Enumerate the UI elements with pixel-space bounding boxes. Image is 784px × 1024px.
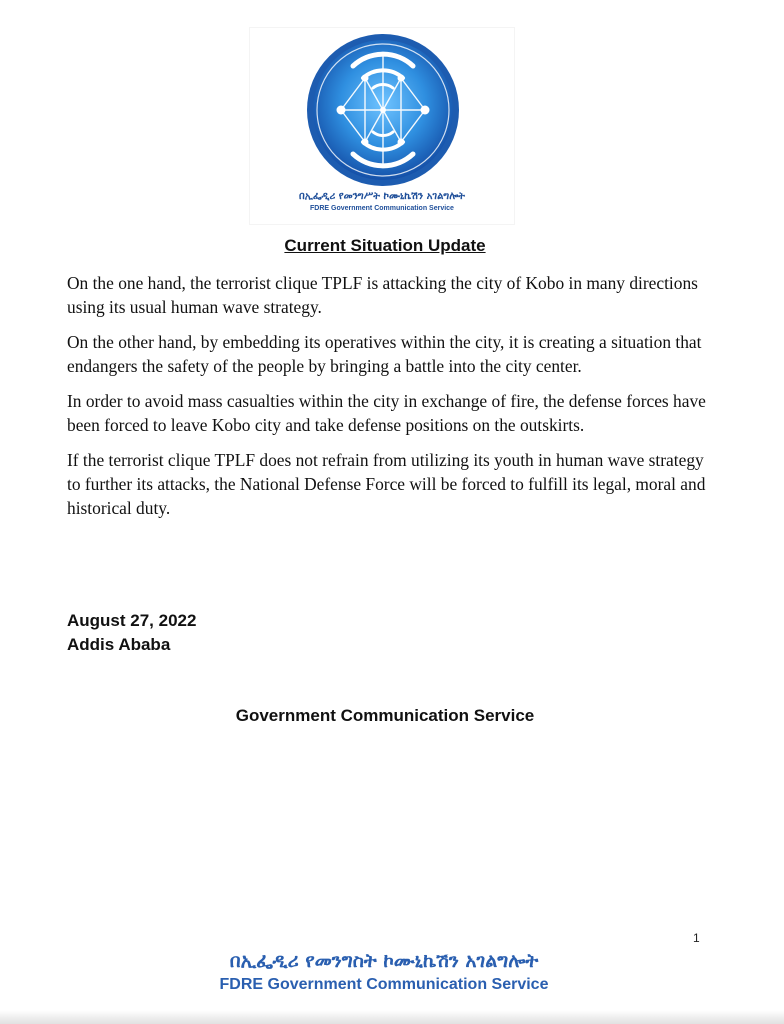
page-edge-shadow <box>0 1010 784 1024</box>
document-body <box>67 271 717 531</box>
document-date: August 27, 2022 <box>67 611 197 630</box>
footer-amharic-text: በኢፌዲሪ የመንግስት ኮሙኒኬሽን አገልግሎት <box>229 950 539 972</box>
footer-english-text: FDRE Government Communication Service <box>219 976 549 993</box>
date-place-block <box>67 609 196 657</box>
document-title: Current Situation Update <box>284 236 486 255</box>
document-place: Addis Ababa <box>67 635 171 654</box>
body-paragraph: If the terrorist clique TPLF does not refrain from utilizing its youth in human wave strategy to further its attacks, the National Defense Force will be forced to fulfill its legal, moral and historical duty. <box>67 450 706 518</box>
page-number: 1 <box>693 931 700 945</box>
gcs-emblem-icon <box>305 32 461 188</box>
logo-english-text: FDRE Government Communication Service <box>310 205 454 212</box>
logo-amharic-text: በኢፌዲሪ የመንግሥት ኮሙኒኬሽን አገልግሎት <box>298 191 466 202</box>
body-paragraph: On the one hand, the terrorist clique TPLF is attacking the city of Kobo in many directions using its usual human wave strategy. <box>67 273 698 317</box>
body-paragraph: In order to avoid mass casualties within the city in exchange of fire, the defense forces have been forced to leave Kobo city and take defense positions on the outskirts. <box>67 391 706 435</box>
issuer-signature: Government Communication Service <box>235 706 535 725</box>
body-paragraph: On the other hand, by embedding its operatives within the city, it is creating a situation that endangers the safety of the people by bringing a battle into the city center. <box>67 332 702 376</box>
letterhead-logo <box>250 28 514 224</box>
